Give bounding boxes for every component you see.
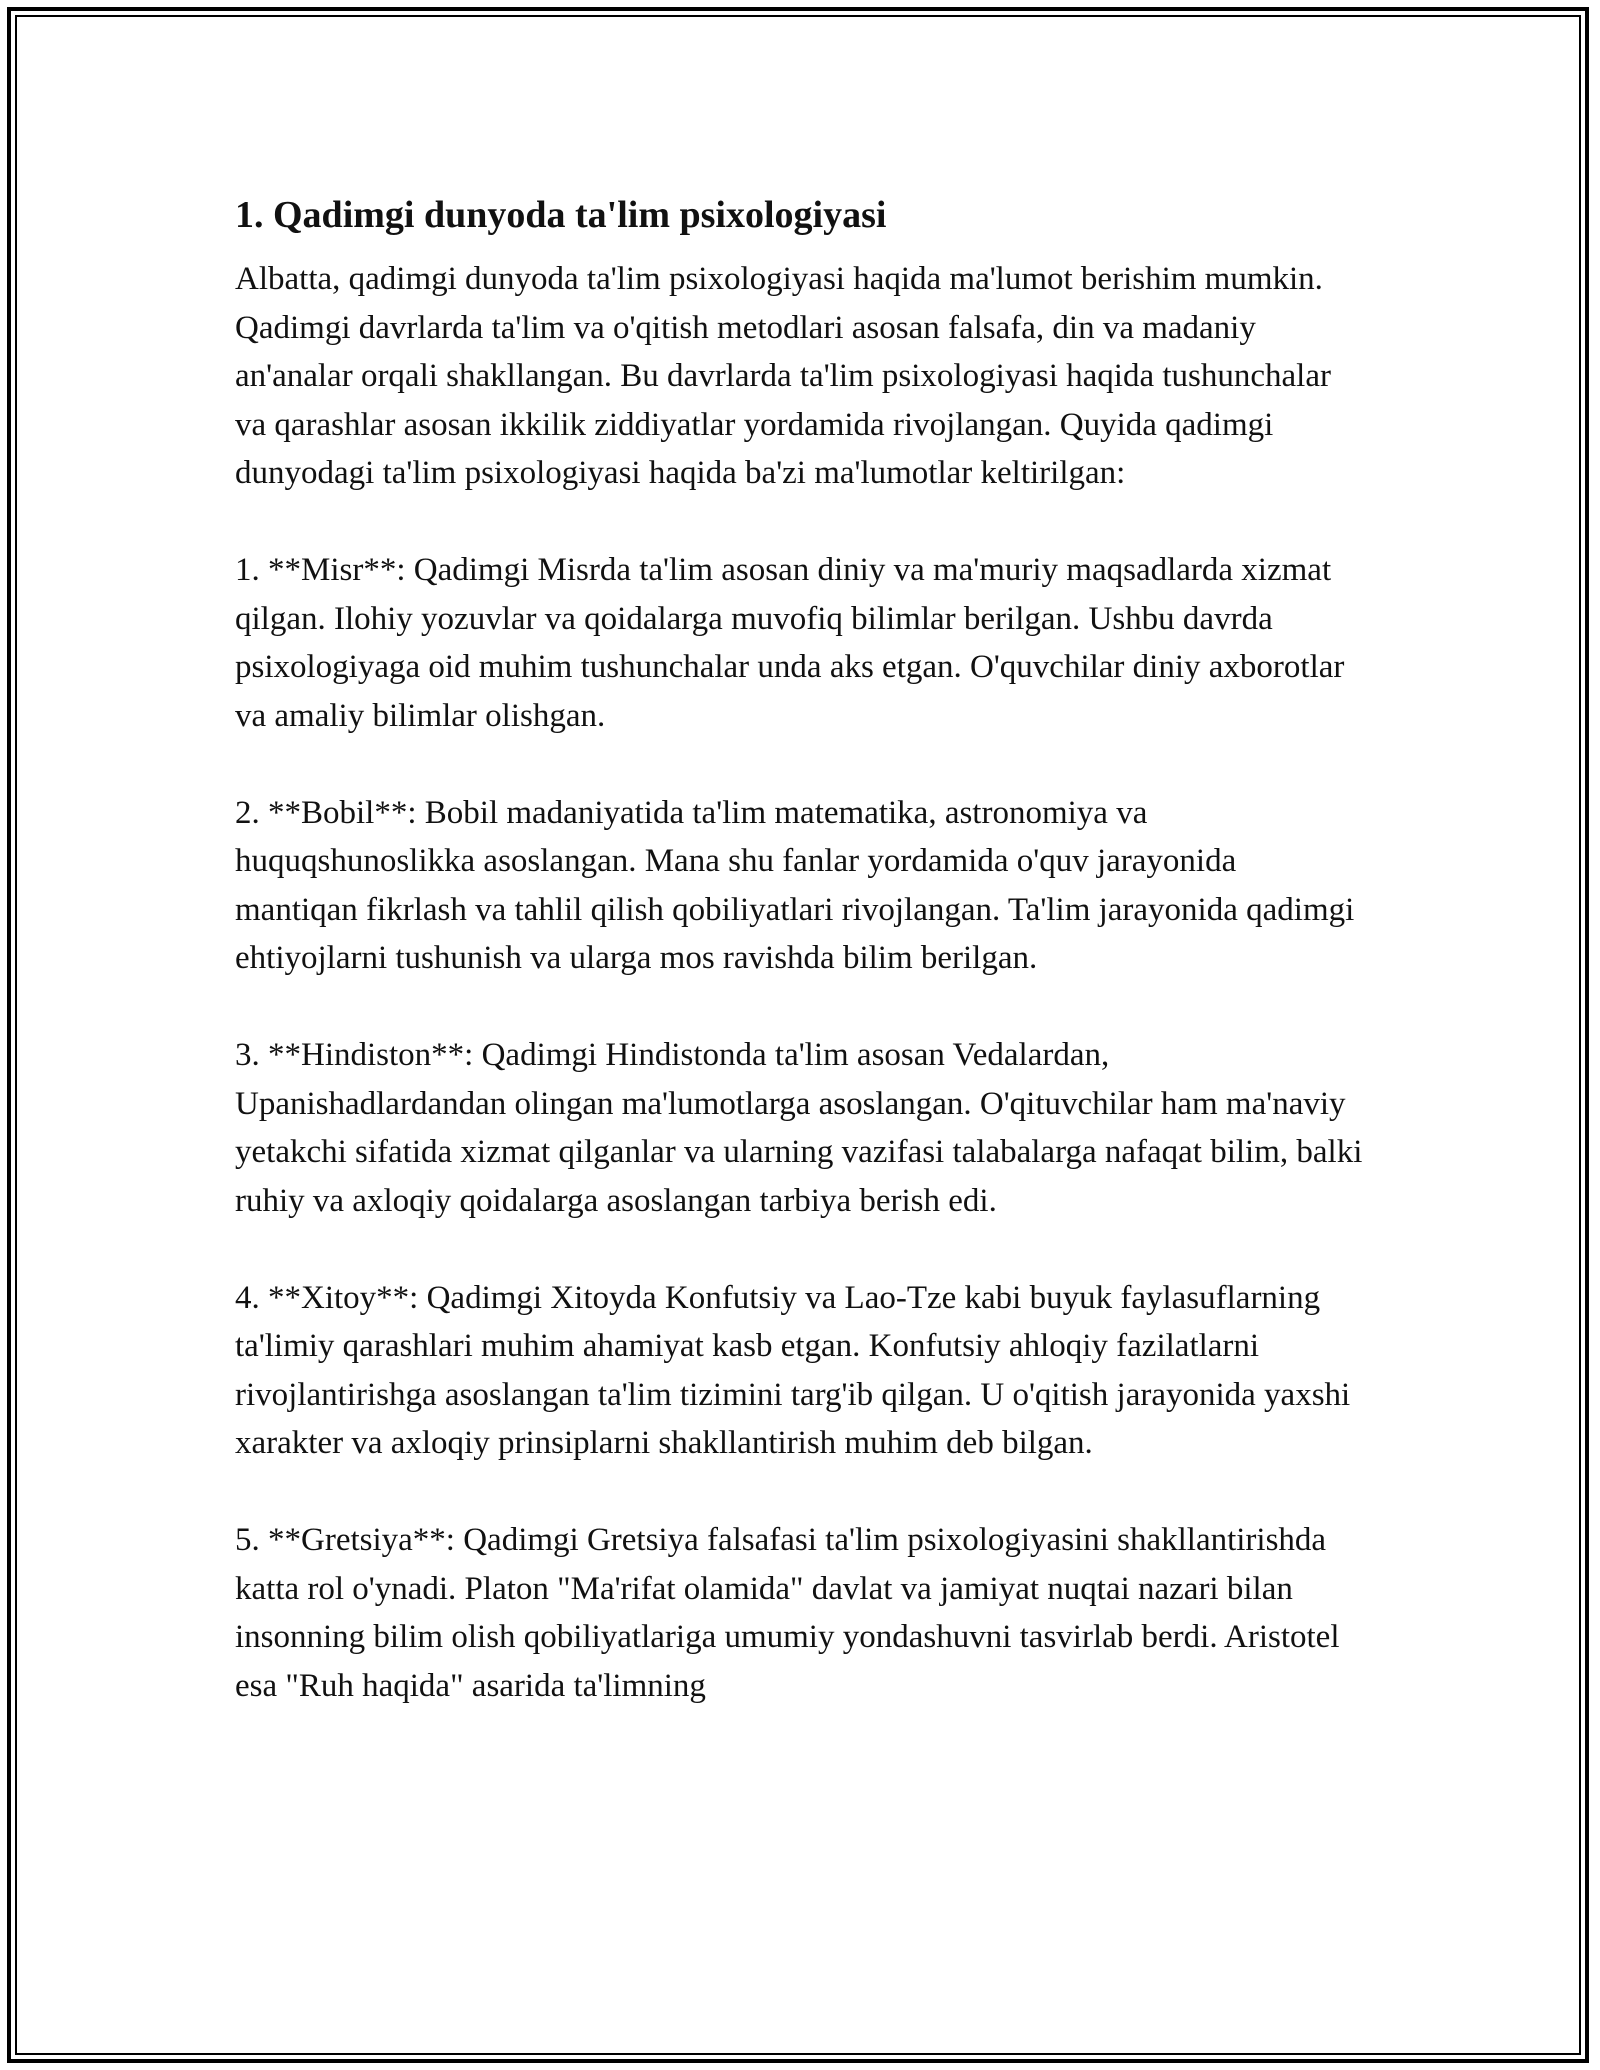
document-title: 1. Qadimgi dunyoda ta'lim psixologiyasi — [235, 194, 887, 236]
list-item-hindiston: 3. **Hindiston**: Qadimgi Hindistonda ta'lim asosan Vedalardan, Upanishadlardandan olingan ma'lumotlarga asoslangan. O'qituvchilar ham ma'naviy yetakchi sifatida xizmat qilganlar va ularning vazifasi talabalarga nafaqat bilim, balki ruhiy va axloqiy qoidalarga asoslangan tarbiya berish edi. — [235, 1037, 1363, 1219]
intro-paragraph: Albatta, qadimgi dunyoda ta'lim psixologiyasi haqida ma'lumot berishim mumkin. Qadimgi davrlarda ta'lim va o'qitish metodlari asosan falsafa, din va madaniy an'analar orqali shakllangan. Bu davrlarda ta'lim psixologiyasi haqida tushunchalar va qarashlar asosan ikkilik ziddiyatlar yordamida rivojlangan. Quyida qadimgi dunyodagi ta'lim psixologiyasi haqida ba'zi ma'lumotlar keltirilgan: — [235, 261, 1331, 491]
list-item-xitoy: 4. **Xitoy**: Qadimgi Xitoyda Konfutsiy va Lao-Tze kabi buyuk faylasuflarning ta'limiy qarashlari muhim ahamiyat kasb etgan. Konfutsiy ahloqiy fazilatlarni rivojlantirishga asoslangan ta'lim tizimini targ'ib qilgan. U o'qitish jarayonida yaxshi xarakter va axloqiy prinsiplarni shakllantirish muhim deb bilgan. — [235, 1279, 1351, 1461]
document-body — [235, 183, 1365, 1759]
list-item-gretsiya: 5. **Gretsiya**: Qadimgi Gretsiya falsafasi ta'lim psixologiyasini shakllantirishda katta rol o'ynadi. Platon "Ma'rifat olamida" davlat va jamiyat nuqtai nazari bilan insonning bilim olish qobiliyatlariga umumiy yondashuvni tasvirlab berdi. Aristotel esa "Ruh haqida" asarida ta'limning — [235, 1522, 1340, 1704]
list-item-bobil: 2. **Bobil**: Bobil madaniyatida ta'lim matematika, astronomiya va huquqshunoslikka asoslangan. Mana shu fanlar yordamida o'quv jarayonida mantiqan fikrlash va tahlil qilish qobiliyatlari rivojlangan. Ta'lim jarayonida qadimgi ehtiyojlarni tushunish va ularga mos ravishda bilim berilgan. — [235, 794, 1355, 976]
list-item-misr: 1. **Misr**: Qadimgi Misrda ta'lim asosan diniy va ma'muriy maqsadlarda xizmat qilgan. Ilohiy yozuvlar va qoidalarga muvofiq bilimlar berilgan. Ushbu davrda psixologiyaga oid muhim tushunchalar unda aks etgan. O'quvchilar diniy axborotlar va amaliy bilimlar olishgan. — [235, 552, 1345, 734]
